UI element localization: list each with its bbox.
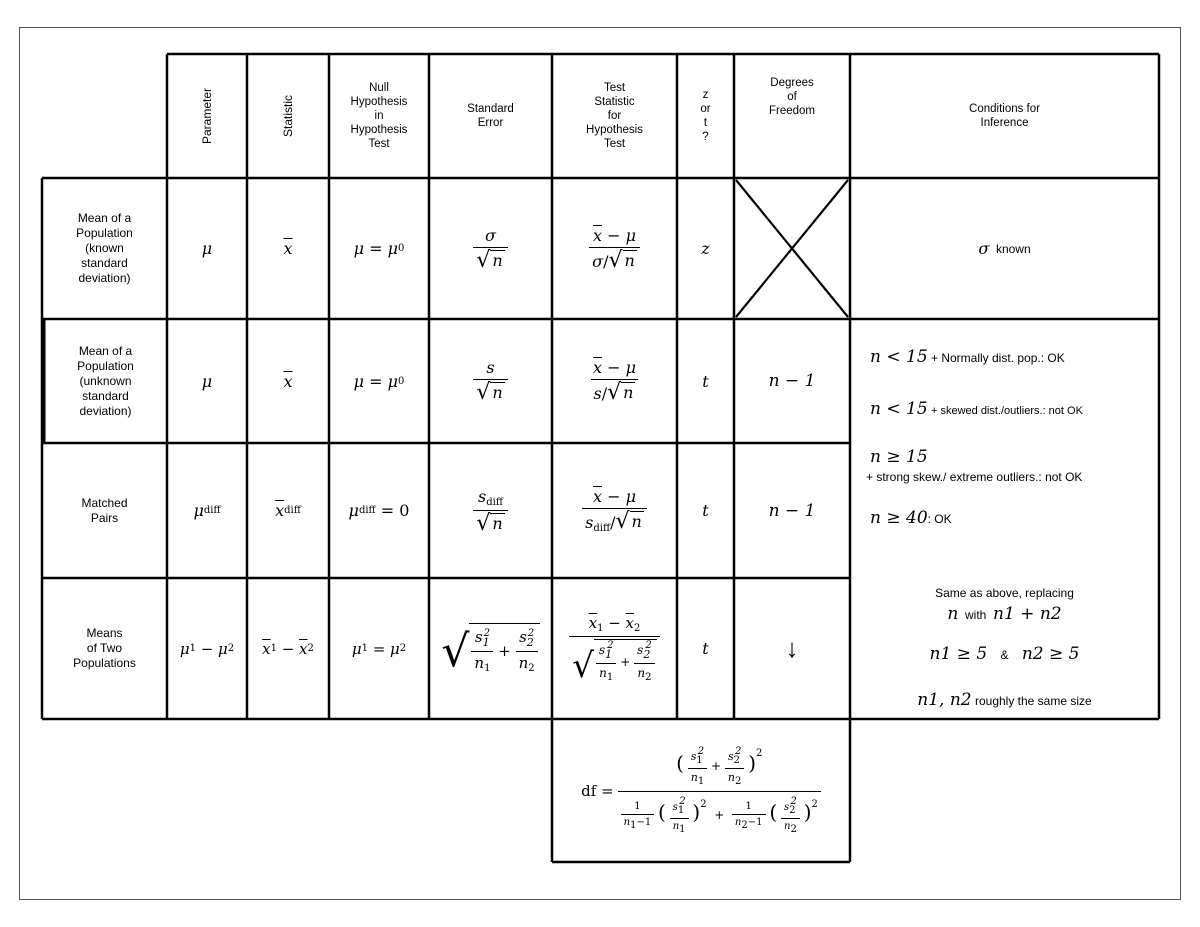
row1-parameter: μ [201,239,213,258]
conditions-t-block: n < 15 + Normally dist. pop.: OK n < 15 + skewed dist./outliers.: not OK n ≥ 15 + strong skew./ extreme outliers.: not OK n ≥ 40: OK [866,347,1083,528]
row2-null: μ = μ 0 [353,371,405,391]
down-arrow-icon: ↓ [785,633,799,663]
row1-test-statistic: $\overline{x} - \mu$ σ/ √ n [552,178,677,319]
row1-standard-error: σ √ n [429,178,552,319]
row-label-unknown-sigma: Mean of a Population (unknown standard deviation) [77,343,134,418]
row4-parameter: μ 1 − μ 2 [179,639,235,658]
row3-statistic: $\overline{x}$ diff [275,501,301,520]
header-parameter: Parameter [200,87,214,145]
header-standard-error: Standard Error [467,103,514,129]
row2-df: n − 1 [768,371,816,391]
row2-z-or-t: t [702,371,709,391]
header-test-statistic: Test Statistic for Hypothesis Test [586,82,643,150]
row4-test-statistic: $\overline{x}_1 - \overline{x}_2$ √ $\frac{s1^2}{n_1}$ + $\frac{s2^2}{n_2}$ [552,578,677,719]
row-label-matched-pairs: Matched Pairs [81,495,128,525]
row3-parameter: μ diff [193,501,221,520]
row1-statistic: $\overline{x}$ [283,239,293,258]
conditions-two-block: Same as above, replacing n with n1 + n2 n1 ≥ 5 & n2 ≥ 5 n1, n2 roughly the same size [917,586,1092,710]
row4-statistic: $\overline{x}$ 1 − $\overline{x}$ 2 [262,639,314,658]
row-label-two-populations: Means of Two Populations [73,626,136,670]
df-formula: df = ( $\frac{s12}{n1}$ + $\frac{s22}{n2}$ )$^2$ $\frac{1}{n1-1}$ ( $\frac{s12}{n1}$ )$^2$ + $\frac{1}{n2-1}$ ( $\frac{s22}{n2}$ )$^2$ [552,719,850,862]
row3-test-statistic: $\overline{x} - \mu$ $s_{diff}/$ √ n [552,443,677,578]
row1-null: μ = μ 0 [353,239,405,258]
header-statistic: Statistic [280,94,295,138]
row3-df: n − 1 [768,500,816,521]
row3-null: μ diff = 0 [348,501,410,520]
header-degrees-of-freedom: Degrees of Freedom [768,77,816,117]
row-label-known-sigma: Mean of a Population (known standard deviation) [76,211,133,285]
row3-z-or-t: t [702,501,709,520]
row1-z-or-t: z [701,239,710,258]
header-conditions: Conditions for Inference [969,103,1040,129]
row2-test-statistic: $\overline{x} - \mu$ s/ √ n [552,319,677,443]
row2-standard-error: s √ n [429,319,552,443]
header-null-hypothesis: Null Hypothesis in Hypothesis Test [350,82,408,150]
header-z-or-t: z or t ? [700,89,711,143]
row3-standard-error: $s_{diff}$ √ n [429,443,552,578]
row2-statistic: $\overline{x}$ [283,371,293,391]
row4-null: μ 1 = μ 2 [351,639,407,658]
row4-z-or-t: t [702,639,709,658]
row1-conditions: σ known [978,239,1031,258]
row2-parameter: μ [201,371,213,391]
row4-standard-error: √ $\frac{s_1^2}{n_1}$ + $\frac{s_2^2}{n_2}$ [429,578,552,719]
